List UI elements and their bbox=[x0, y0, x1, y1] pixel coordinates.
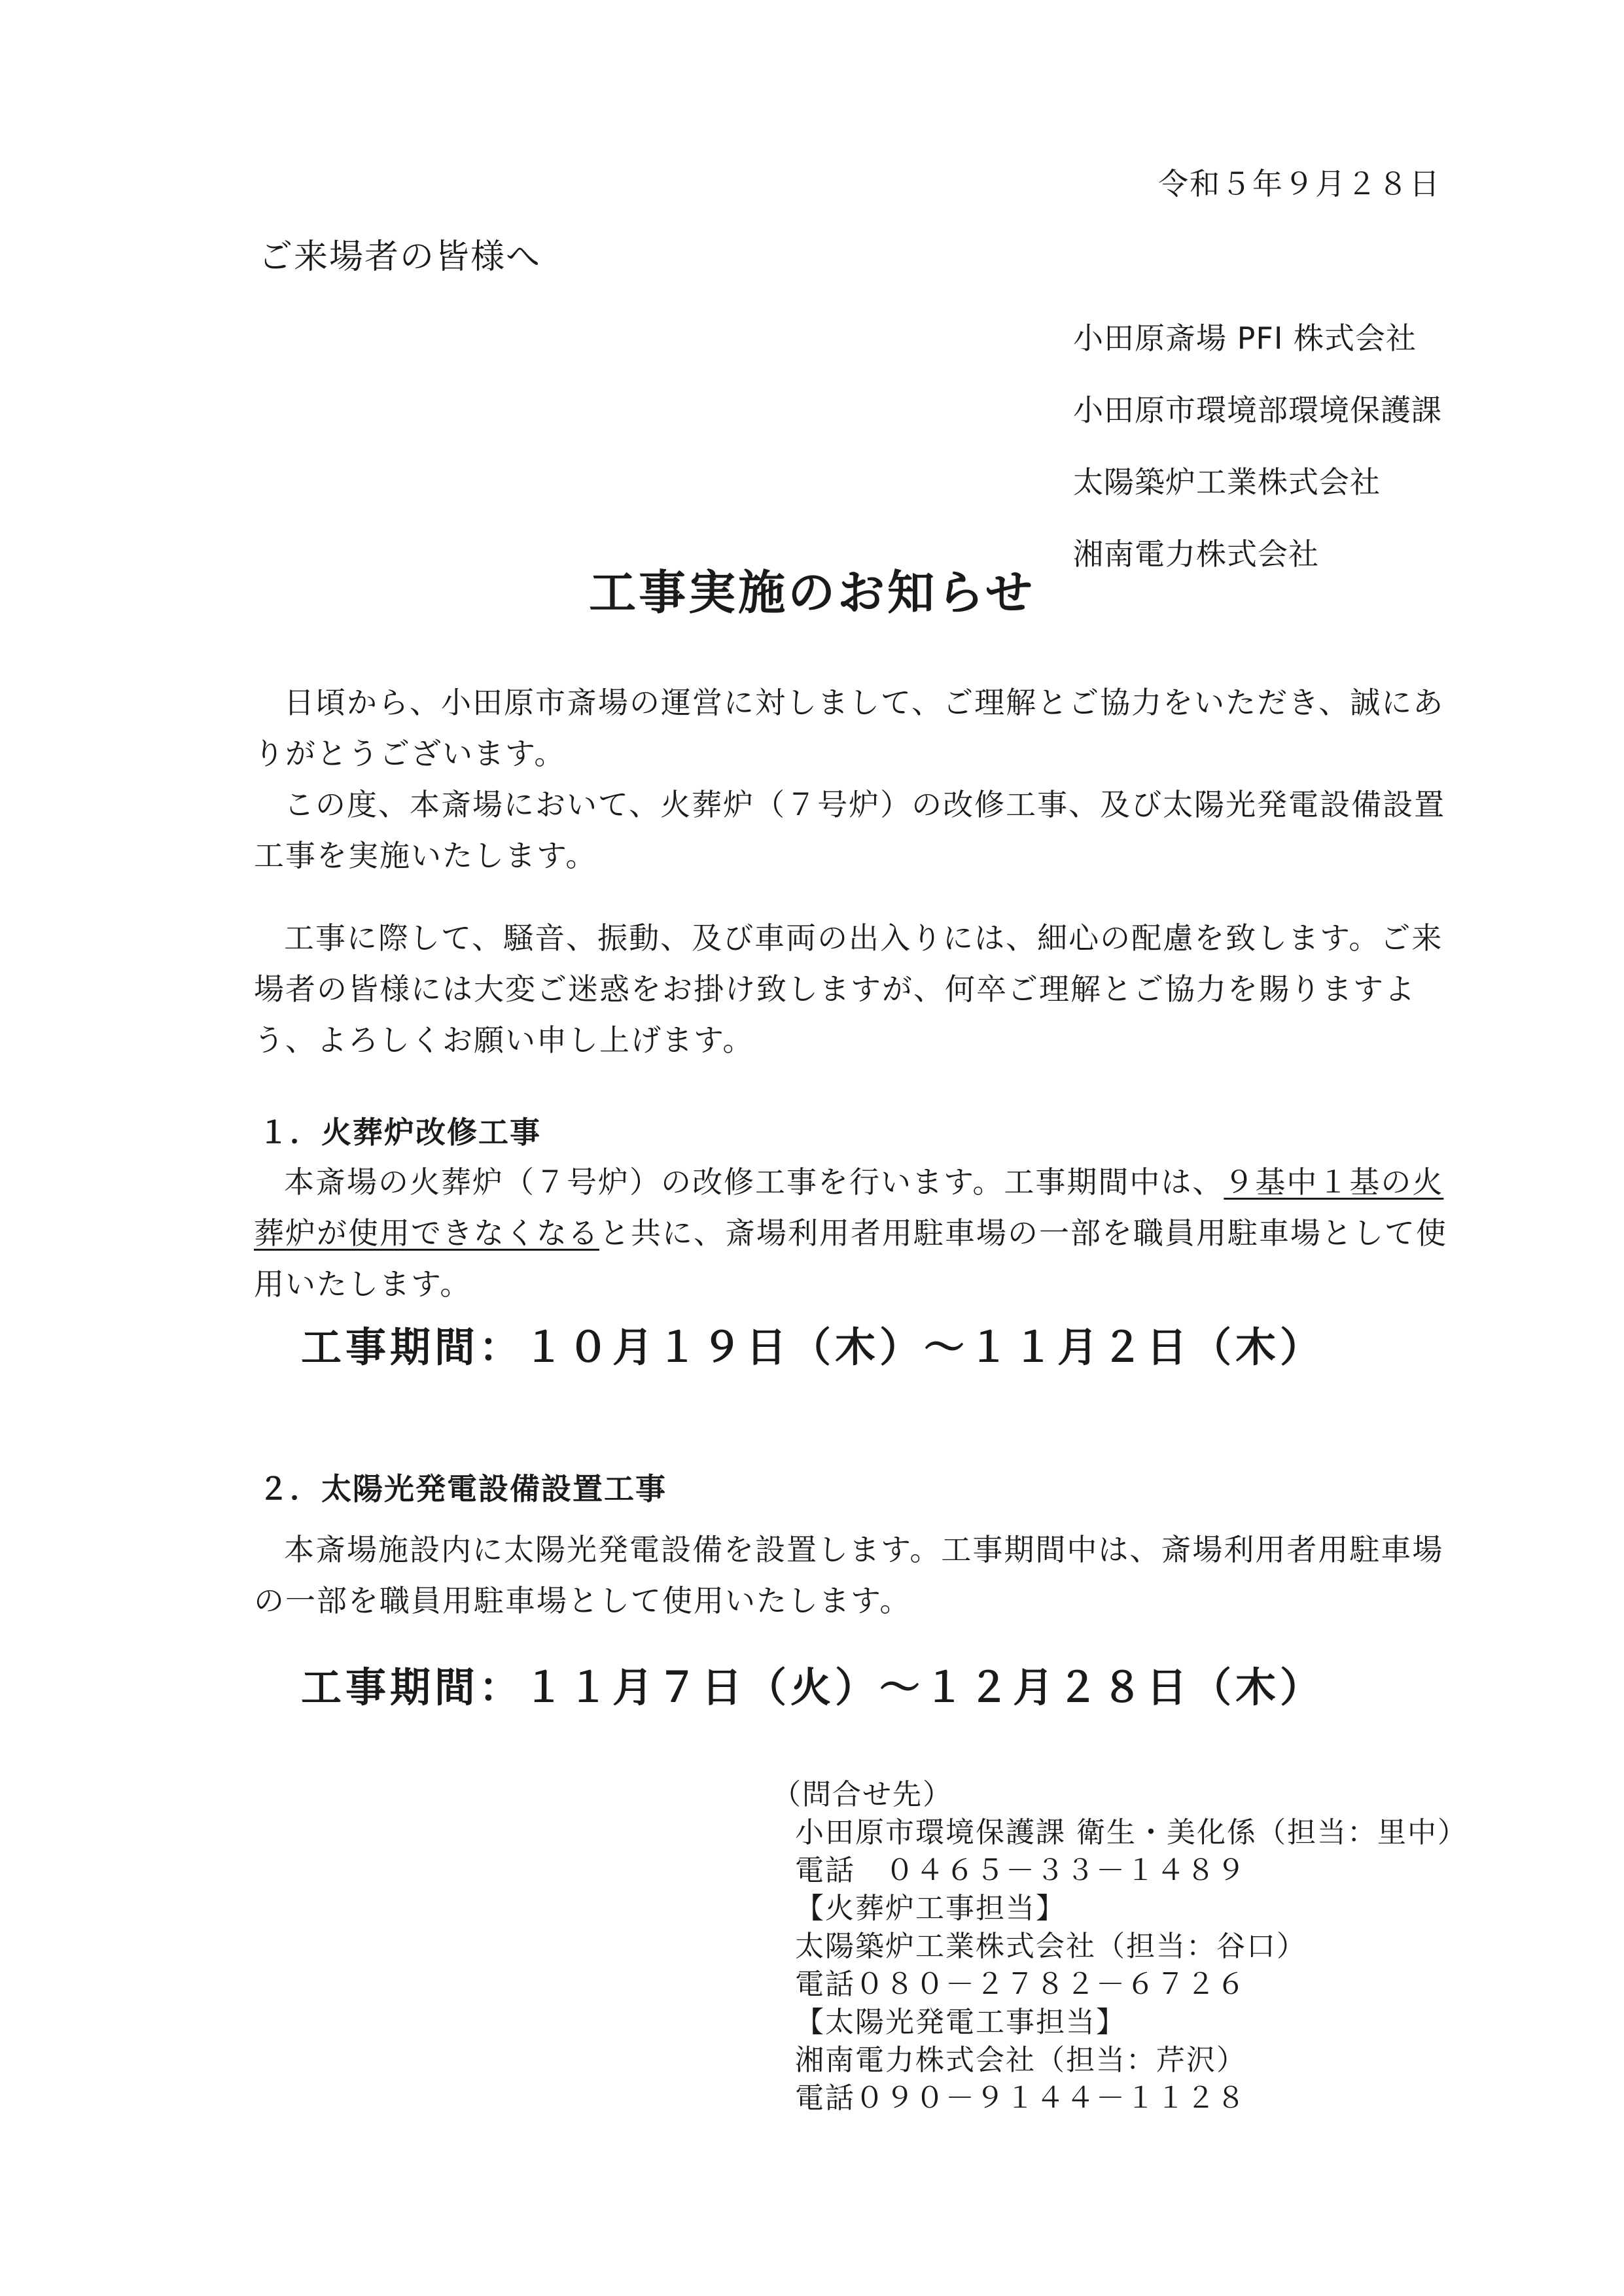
contact-line: 太陽築炉工業株式会社（担当：谷口） bbox=[795, 1930, 1307, 1963]
sender-line: 太陽築炉工業株式会社 bbox=[1073, 464, 1381, 500]
notice-paragraph: 工事に際して、騒音、振動、及び車両の出入りには、細心の配慮を致します。ご来場者の皆様には大変ご迷惑をお掛け致しますが、何卒ご理解とご協力を賜りますよう、よろしくお願い申し上げます。 bbox=[254, 920, 1443, 1058]
sender-line: 小田原市環境部環境保護課 bbox=[1073, 392, 1442, 428]
intro-paragraphs bbox=[254, 677, 1464, 881]
section1-text-after: と共に、斎場利用者用駐車場の一部を職員用駐車場として使用いたします。 bbox=[254, 1215, 1447, 1302]
section2-body bbox=[254, 1524, 1464, 1626]
sender-line: 小田原斎場 PFI 株式会社 bbox=[1073, 321, 1417, 356]
section2-construction-period: 工事期間：１１月７日（火）～１２月２８日（木） bbox=[301, 1663, 1325, 1711]
contact-line: 【火葬炉工事担当】 bbox=[795, 1892, 1066, 1925]
notice-paragraph-block bbox=[254, 913, 1464, 1066]
addressee: ご来場者の皆様へ bbox=[258, 237, 542, 277]
section1-construction-period: 工事期間：１０月１９日（木）～１１月２日（木） bbox=[301, 1323, 1325, 1371]
contact-line: 電話０９０－９１４４－１１２８ bbox=[795, 2081, 1246, 2115]
section1-body bbox=[254, 1157, 1464, 1310]
section2-paragraph: 本斎場施設内に太陽光発電設備を設置します。工事期間中は、斎場利用者用駐車場の一部を職員用駐車場として使用いたします。 bbox=[254, 1532, 1444, 1618]
document-title: 工事実施のお知らせ bbox=[589, 565, 1035, 620]
section1-heading: １．火葬炉改修工事 bbox=[258, 1115, 541, 1150]
contact-line: 湘南電力株式会社（担当：芹沢） bbox=[795, 2044, 1246, 2077]
section1-paragraph bbox=[254, 1157, 1464, 1310]
contact-block bbox=[772, 1776, 1468, 2117]
contact-label: （問合せ先） bbox=[772, 1778, 953, 1811]
contact-line: 小田原市環境保護課 衛生・美化係（担当：里中） bbox=[795, 1816, 1468, 1849]
contact-line: 電話０８０－２７８２－６７２６ bbox=[795, 1968, 1246, 2001]
sender-list bbox=[1073, 302, 1442, 590]
section1-text-before: 本斎場の火葬炉（７号炉）の改修工事を行います。工事期間中は、 bbox=[284, 1164, 1224, 1200]
contact-line: 【太陽光発電工事担当】 bbox=[795, 2006, 1126, 2039]
section1-underlined-text: ９基中１基の火葬炉が使用できなくなる bbox=[254, 1164, 1444, 1251]
sender-line: 湘南電力株式会社 bbox=[1073, 536, 1319, 572]
intro-paragraph: この度、本斎場において、火葬炉（７号炉）の改修工事、及び太陽光発電設備設置工事を実施いたします。 bbox=[254, 787, 1446, 873]
contact-line: 電話 ０４６５－３３－１４８９ bbox=[795, 1854, 1246, 1887]
intro-paragraph: 日頃から、小田原市斎場の運営に対しまして、ご理解とご協力をいただき、誠にありがとうございます。 bbox=[254, 685, 1445, 771]
section2-heading: ２．太陽光発電設備設置工事 bbox=[258, 1471, 667, 1506]
document-date: 令和５年９月２８日 bbox=[1158, 166, 1441, 201]
